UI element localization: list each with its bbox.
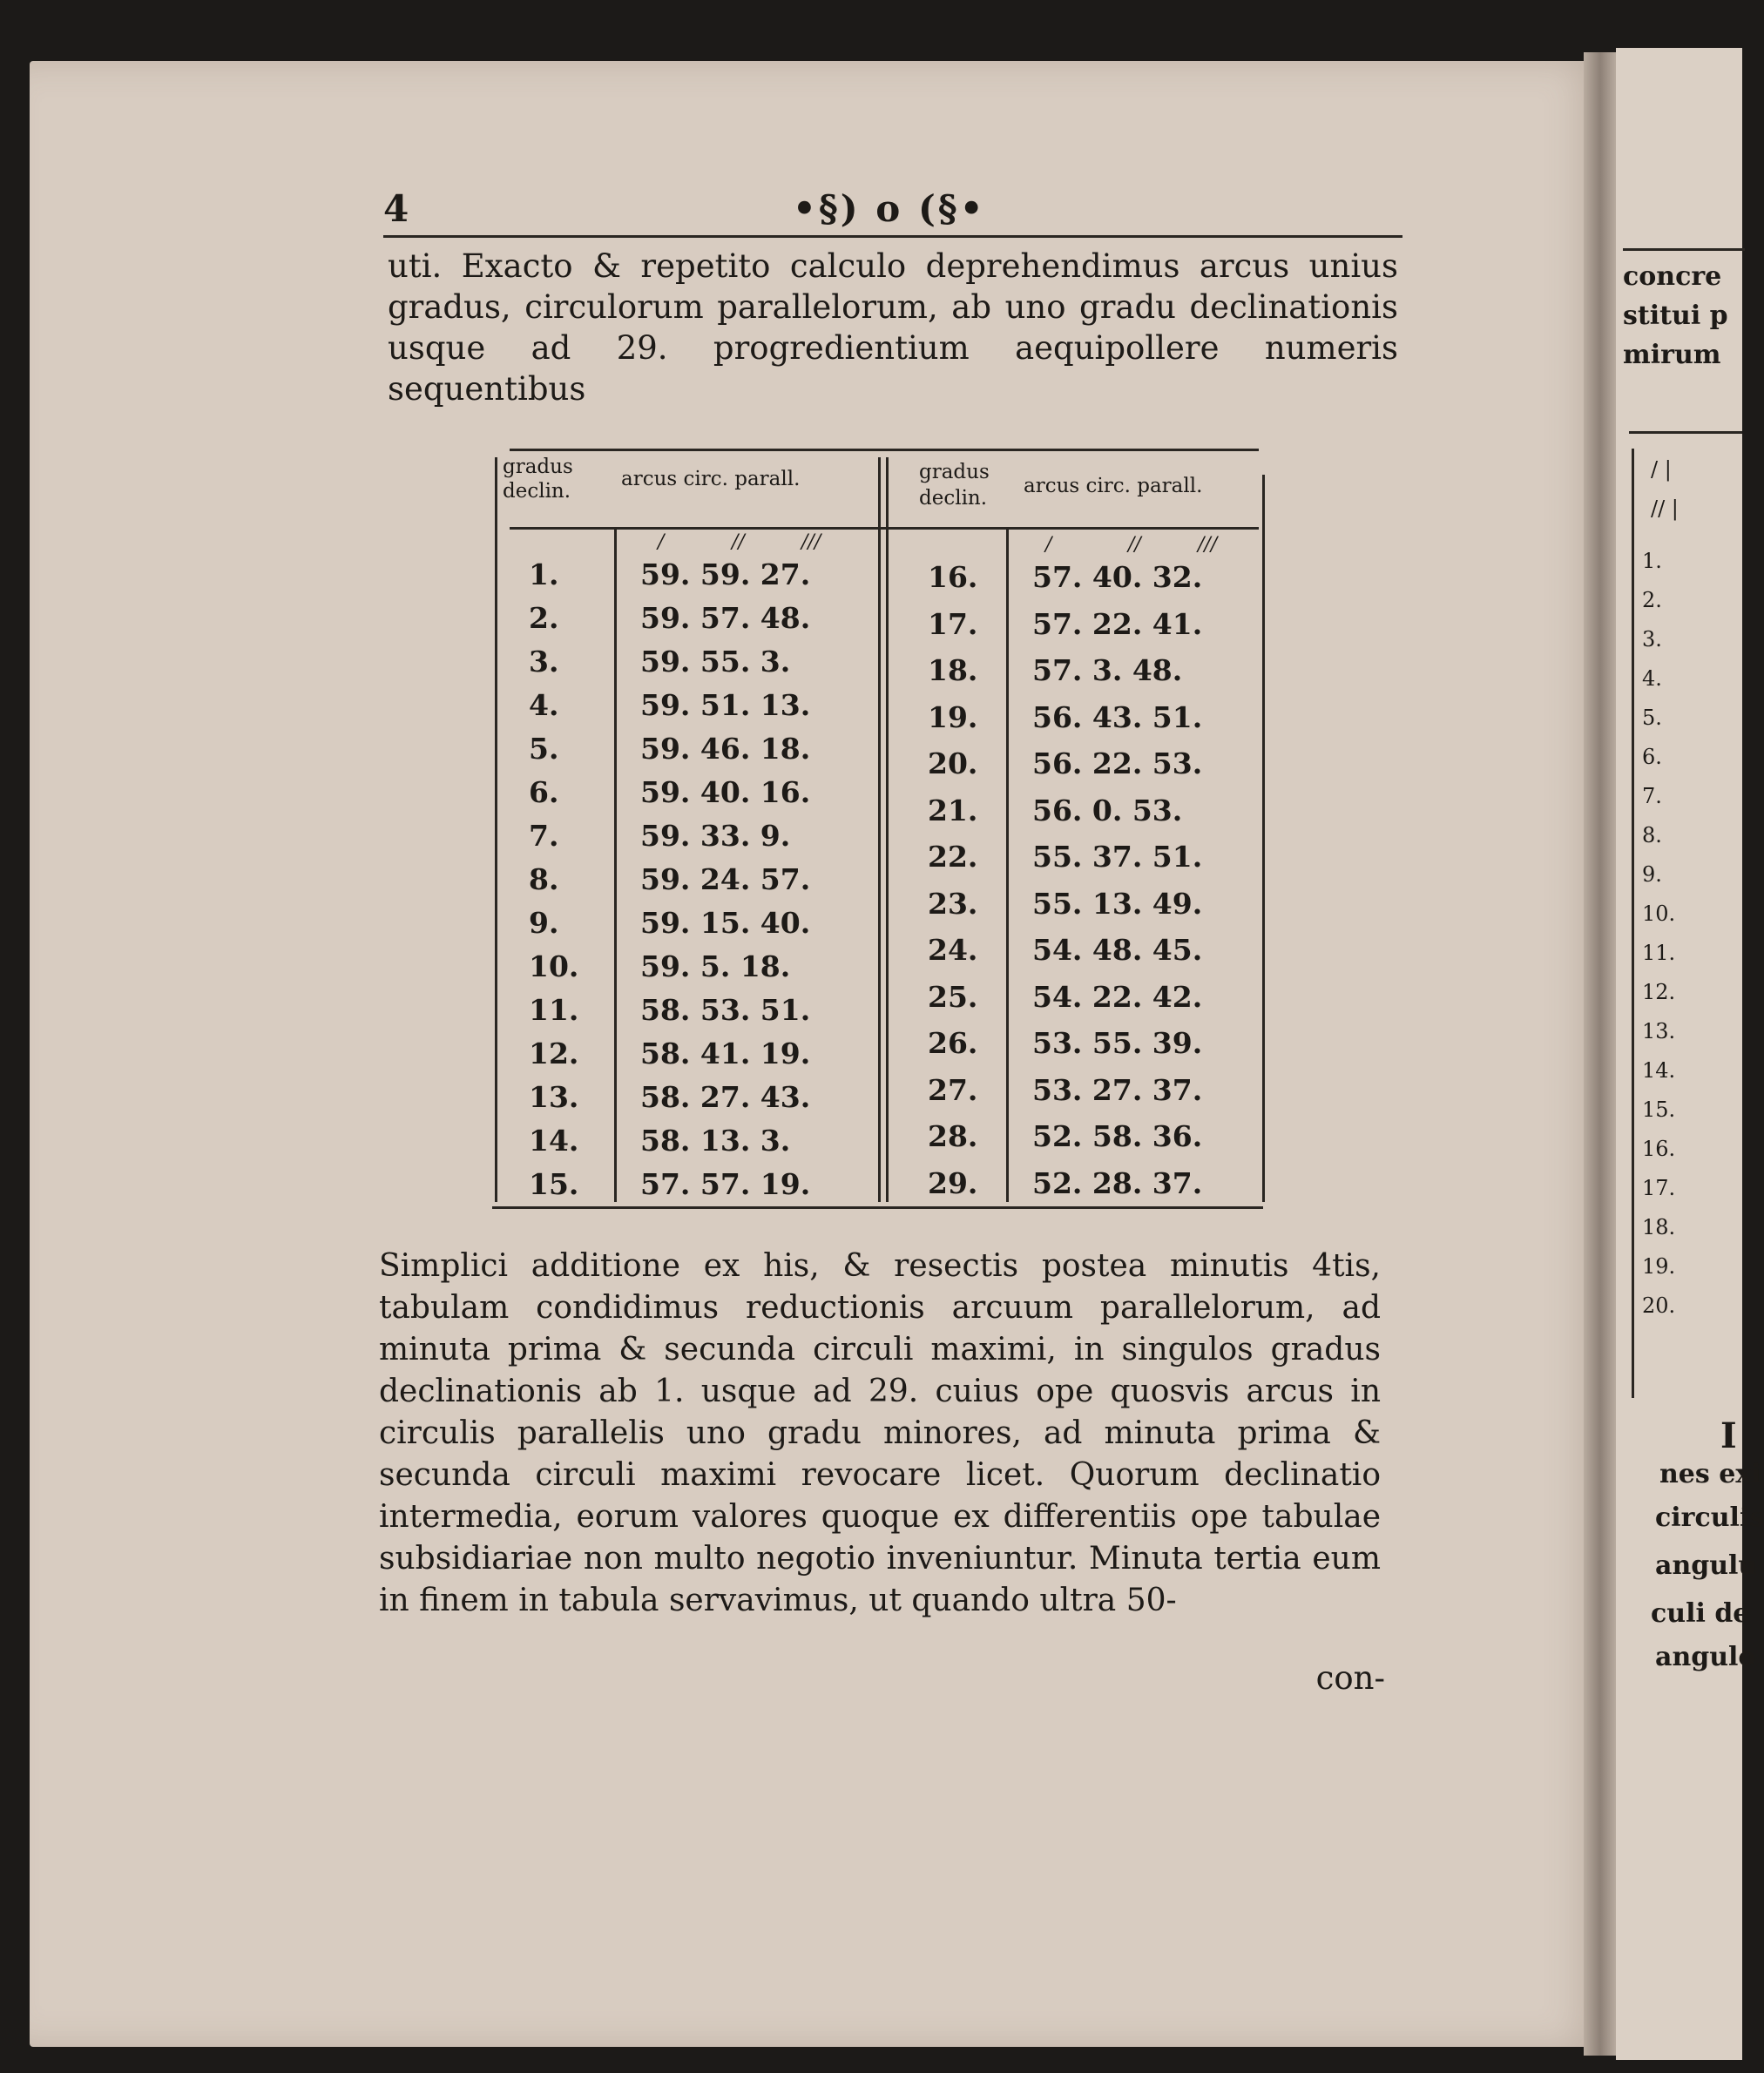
intro-paragraph: uti. Exacto & repetito calculo deprehendimus arcus unius gradus, circulorum parallelorum, ab uno gradu declinationis usque ad 29. progredientium aequipollere numeris sequentibus bbox=[388, 247, 1398, 408]
left-arc-cell: 59. 24. 57. bbox=[640, 862, 811, 896]
table-right-border bbox=[1262, 475, 1265, 1202]
book-gutter bbox=[1584, 52, 1620, 2056]
facing-table-rule bbox=[1629, 431, 1742, 434]
facing-initial: I bbox=[1720, 1415, 1737, 1456]
facing-row-label: 17. bbox=[1642, 1176, 1676, 1200]
left-arc-cell: 58. 53. 51. bbox=[640, 993, 811, 1027]
unit-minutes-right: / bbox=[1045, 534, 1052, 556]
facing-lower-line-5: angulo bbox=[1655, 1642, 1756, 1672]
right-arc-cell: 56. 0. 53. bbox=[1032, 793, 1183, 827]
facing-lower-line-1: nes exi bbox=[1659, 1459, 1761, 1489]
right-arc-cell: 54. 48. 45. bbox=[1032, 933, 1203, 967]
facing-row-label: 20. bbox=[1642, 1293, 1676, 1318]
unit-thirds-right: /// bbox=[1198, 534, 1218, 556]
table-top-rule bbox=[510, 449, 1259, 451]
unit-seconds-left: // bbox=[732, 531, 745, 553]
right-degree-cell: 26. bbox=[928, 1026, 978, 1060]
left-degree-cell: 8. bbox=[529, 862, 559, 896]
facing-row-label: 2. bbox=[1642, 588, 1662, 612]
facing-row-label: 9. bbox=[1642, 862, 1662, 887]
left-degree-cell: 10. bbox=[529, 949, 579, 983]
header-rule bbox=[383, 235, 1402, 238]
right-arc-cell: 57. 3. 48. bbox=[1032, 653, 1183, 687]
left-degree-cell: 7. bbox=[529, 819, 559, 853]
left-degree-cell: 4. bbox=[529, 688, 559, 722]
facing-line-1: concre bbox=[1623, 261, 1722, 292]
right-degree-cell: 19. bbox=[928, 699, 978, 734]
facing-row-label: 15. bbox=[1642, 1097, 1676, 1122]
right-degree-cell: 20. bbox=[928, 746, 978, 780]
right-arc-cell: 53. 55. 39. bbox=[1032, 1026, 1203, 1060]
right-degree-cell: 25. bbox=[928, 979, 978, 1014]
table-left-border bbox=[495, 457, 497, 1202]
facing-page bbox=[1616, 48, 1764, 2060]
right-degree-cell: 24. bbox=[928, 933, 978, 967]
facing-line-2: stitui p bbox=[1623, 300, 1728, 331]
facing-row-label: 4. bbox=[1642, 666, 1662, 691]
table-header-rule bbox=[510, 527, 1259, 530]
left-arc-cell: 59. 40. 16. bbox=[640, 775, 811, 809]
left-degree-cell: 6. bbox=[529, 775, 559, 809]
left-degree-cell: 15. bbox=[529, 1167, 579, 1201]
left-arc-cell: 59. 15. 40. bbox=[640, 906, 811, 940]
right-arc-cell: 53. 27. 37. bbox=[1032, 1072, 1203, 1107]
left-arc-cell: 58. 41. 19. bbox=[640, 1036, 811, 1070]
header-gradus-right: gradus bbox=[919, 461, 990, 483]
left-arc-cell: 59. 5. 18. bbox=[640, 949, 791, 983]
right-arc-cell: 56. 43. 51. bbox=[1032, 699, 1203, 734]
right-arc-cell: 54. 22. 42. bbox=[1032, 979, 1203, 1014]
facing-row-label: 11. bbox=[1642, 941, 1676, 965]
center-divider-a bbox=[878, 457, 881, 1202]
right-degree-cell: 18. bbox=[928, 653, 978, 687]
left-arc-cell: 59. 33. 9. bbox=[640, 819, 791, 853]
facing-row-label: 8. bbox=[1642, 823, 1662, 847]
left-arc-cell: 59. 55. 3. bbox=[640, 645, 791, 679]
header-arcus-right: arcus circ. parall. bbox=[1024, 475, 1203, 497]
facing-row-label: 10. bbox=[1642, 901, 1676, 926]
left-degree-divider bbox=[614, 527, 617, 1202]
right-arc-cell: 57. 22. 41. bbox=[1032, 606, 1203, 641]
left-degree-cell: 3. bbox=[529, 645, 559, 679]
outro-paragraph: Simplici additione ex his, & resectis postea minutis 4tis, tabulam condidimus reductionis arcuum parallelorum, ad minuta prima & secunda circuli maximi, in singulos gradus declinationis ab 1. usque ad 29. cuius ope quosvis arcus in circulis parallelis uno gradu minores, ad minuta prima & secunda circuli maximi revocare licet. Quorum declinatio intermedia, eorum valores quoque ex differentiis ope tabulae subsidiariae non multo negotio inveniuntur. Minuta tertia eum in finem in tabula servavimus, ut quando ultra 50- bbox=[379, 1248, 1381, 1618]
right-arc-cell: 56. 22. 53. bbox=[1032, 746, 1203, 780]
page-number: 4 bbox=[383, 187, 409, 230]
center-divider-b bbox=[886, 457, 889, 1202]
right-degree-cell: 23. bbox=[928, 886, 978, 921]
left-arc-cell: 59. 59. 27. bbox=[640, 557, 811, 591]
facing-row-label: 19. bbox=[1642, 1254, 1676, 1279]
left-arc-cell: 58. 27. 43. bbox=[640, 1080, 811, 1114]
left-degree-cell: 11. bbox=[529, 993, 579, 1027]
left-arc-cell: 59. 57. 48. bbox=[640, 601, 811, 635]
arc-table bbox=[492, 449, 1272, 1215]
left-degree-cell: 14. bbox=[529, 1124, 579, 1158]
facing-lower-line-3: angulu bbox=[1655, 1550, 1758, 1581]
left-arc-cell: 58. 13. 3. bbox=[640, 1124, 791, 1158]
unit-minutes-left: / bbox=[658, 531, 665, 553]
header-declin-left: declin. bbox=[503, 480, 571, 503]
header-gradus-left: gradus bbox=[503, 456, 573, 478]
left-arc-cell: 59. 51. 13. bbox=[640, 688, 811, 722]
left-degree-cell: 12. bbox=[529, 1036, 579, 1070]
right-arc-cell: 52. 28. 37. bbox=[1032, 1165, 1203, 1200]
right-degree-cell: 27. bbox=[928, 1072, 978, 1107]
left-arc-cell: 57. 57. 19. bbox=[640, 1167, 811, 1201]
page-header bbox=[383, 187, 1402, 231]
facing-row-label: 12. bbox=[1642, 980, 1676, 1004]
right-arc-cell: 55. 37. 51. bbox=[1032, 840, 1203, 874]
facing-row-label: 5. bbox=[1642, 706, 1662, 730]
left-degree-cell: 9. bbox=[529, 906, 559, 940]
facing-row-label: 7. bbox=[1642, 784, 1662, 808]
right-degree-cell: 29. bbox=[928, 1165, 978, 1200]
left-arc-cell: 59. 46. 18. bbox=[640, 732, 811, 766]
facing-top-rule bbox=[1623, 248, 1745, 251]
right-arc-cell: 52. 58. 36. bbox=[1032, 1119, 1203, 1153]
header-declin-right: declin. bbox=[919, 487, 988, 510]
left-degree-cell: 5. bbox=[529, 732, 559, 766]
facing-row-label: 6. bbox=[1642, 745, 1662, 769]
facing-row-label: 16. bbox=[1642, 1137, 1676, 1161]
facing-header-mark-1: / | bbox=[1651, 457, 1672, 482]
right-degree-cell: 17. bbox=[928, 606, 978, 641]
facing-lower-line-4: culi de bbox=[1651, 1598, 1750, 1629]
right-arc-cell: 57. 40. 32. bbox=[1032, 560, 1203, 594]
right-degree-cell: 28. bbox=[928, 1119, 978, 1153]
header-arcus-left: arcus circ. parall. bbox=[621, 468, 801, 490]
header-ornament: •§) o (§• bbox=[793, 187, 986, 230]
facing-row-label: 18. bbox=[1642, 1215, 1676, 1239]
facing-row-label: 13. bbox=[1642, 1019, 1676, 1043]
left-degree-cell: 13. bbox=[529, 1080, 579, 1114]
facing-lower-line-2: circulis bbox=[1655, 1502, 1764, 1533]
unit-seconds-right: // bbox=[1128, 534, 1141, 556]
facing-row-label: 1. bbox=[1642, 549, 1662, 573]
left-degree-cell: 2. bbox=[529, 601, 559, 635]
facing-header-mark-2: // | bbox=[1651, 496, 1679, 521]
right-degree-cell: 22. bbox=[928, 840, 978, 874]
facing-line-3: mirum bbox=[1623, 340, 1721, 370]
right-arc-cell: 55. 13. 49. bbox=[1032, 886, 1203, 921]
left-degree-cell: 1. bbox=[529, 557, 559, 591]
facing-row-label: 14. bbox=[1642, 1058, 1676, 1083]
catchword: con- bbox=[1315, 1659, 1385, 1697]
right-degree-cell: 16. bbox=[928, 560, 978, 594]
unit-thirds-left: /// bbox=[801, 531, 821, 553]
right-degree-cell: 21. bbox=[928, 793, 978, 827]
right-degree-divider bbox=[1006, 527, 1009, 1202]
facing-left-border bbox=[1632, 449, 1634, 1398]
facing-row-label: 3. bbox=[1642, 627, 1662, 652]
table-bottom-rule bbox=[492, 1206, 1263, 1209]
